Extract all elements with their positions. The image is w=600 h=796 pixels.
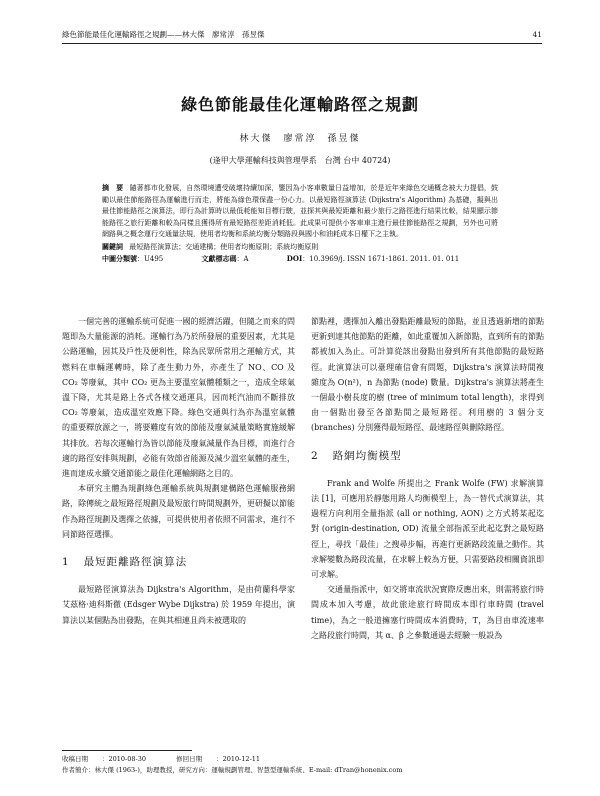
received-entry: 收稿日期 ：2010-08-30 <box>62 755 146 763</box>
running-header <box>62 30 542 40</box>
received-date: 2010-08-30 <box>108 755 146 763</box>
affiliation: (逢甲大學運輸科技與管理學系 台灣 台中 40724) <box>209 156 391 165</box>
classification-line <box>102 253 498 266</box>
footnote <box>62 754 542 776</box>
section-number: 1 <box>62 556 70 569</box>
received-line <box>62 754 542 765</box>
paper-title: 綠色節能最佳化運輸路徑之規劃 <box>180 95 419 114</box>
author-info: 作者簡介：林大傑 (1963-)，助理教授，研究方向：運輸規劃管理、智慧型運輸系統、E-mail: dTran@honenix.com <box>62 766 403 774</box>
body-paragraph: Frank and Wolfe 所提出之 Frank Wolfe (FW) 求解演算法 [1]，可應用於靜態用路人均衡模型上，為一替代式演算法，其過程方向利用全量指派 (all or nothing, AON) 之方式將某起迄對 (origin-destination, OD) 流量全部指派至此起迄對之最短路徑上，尋找「最佳」之搜尋步幅，再進行更新路段流量之動作。其求解變數為路段流量，在求解上較為方便，只需要路段相關資訊即可求解。 <box>311 478 544 580</box>
section-title: 最短距離路徑演算法 <box>83 556 188 569</box>
clc-entry: 中圖分類號：U495 <box>102 254 164 263</box>
revised-label: 修回日期 <box>176 755 203 763</box>
body-paragraph: 最短路徑演算法為 Dijkstra's Algorithm，是由荷蘭科學家艾茲格·迪科斯徹 (Edsger Wybe Dijkstra) 於 1959 年提出，演算法以某個點為出發點，在與其相連且尚未被選取的 <box>62 585 295 625</box>
keywords-label: 關鍵詞 <box>102 241 123 251</box>
body-paragraph: 本研究主體為規劃綠色運輸系統與規劃建構路色運輸服務網路，除傳統之最短路徑規劃及最短旅行時間規劃外，更研擬以節能作為路徑規劃及選擇之依據，可提供使用者依照不同需求，進行不同節路徑選擇。 <box>62 484 295 539</box>
footnote-rule <box>62 750 192 751</box>
doi-value: 10.3969/j. ISSN 1671-1861. 2011. 01. 011 <box>309 255 460 263</box>
page-number: 41 <box>532 30 542 39</box>
header-rule <box>62 43 542 44</box>
section-number: 2 <box>311 449 319 462</box>
body-paragraph: 一個完善的運輸系統可促進一國的經濟活躍，但隨之而來的問題即為大量能源的消耗。運輸行為乃於所發展的重要因素，尤其是公路運輸，因其及戶性及便利性，除為民眾所常用之運輸方式，其燃料在車輛運轉時，除了產生動力外，亦產生了 NO、CO 及 CO₂ 等廢氣，其中 CO₂ 更為主要溫室氣體種類之一，造成全球氣溫下降，尤其是路上各式各樣交通運具，因而耗汽油而不斷排放 CO₂ 等廢氣，造成溫室效應下降。綠色交通與行為亦為溫室氣體的重要釋放源之一，將要難度有效的節能及廢氣減量策略實施緩解其排放。若每次運輸行為皆以節能及廢氣減量作為目標，而進行合適的路徑安排與規劃，必能有效節省能源及減少溫室氣體的產生，進而達成永續交通節能之最佳化運輸網路之目的。 <box>62 317 295 479</box>
abstract-block <box>102 182 498 266</box>
running-title: 綠色節能最佳化運輸路徑之規劃——林大傑 廖常淳 孫昱傑 <box>62 30 265 39</box>
revised-date: 2010-12-11 <box>222 755 261 763</box>
keywords-text: 最短路徑演算法；交通建構；使用者均衡原則；系統均衡原則 <box>129 242 319 251</box>
body-paragraph: 節點裡，選擇加入離出發點距離最短的節點，並且透過新增的節點更新到達其他節點的距離，如此重覆加入新節點，直到所有的節點都被加入為止。可計算從該出發點出發到所有其他節點的最短路徑。此演算法可以臺理確信會有問題，Dijkstra's 演算法時間複雜度為 O(n²)，n 為節點 (node) 數量。Dijkstra's 演算法將產生一個最小樹長度的樹 (tree of minimum total length)，求得到由一個點出發至各節點間之最短路徑。利用樹的 3 個分支 (branches) 分別獲得最短路徑、最速路徑與刪除路徑。 <box>311 317 544 433</box>
body-paragraph: 交通量指派中，如交將車流狀況實際反應出來，則需將旅行時間成本加入考慮，故此旅途旅行時間成本即行車時間 (travel time)，為之一般道擁塞行時間成本消費時，T，為目由車流速率之路段旅行時間，其 α、β 之參數通過去經驗一般設為 <box>311 585 544 640</box>
revised-entry: 修回日期 ：2010-12-11 <box>176 755 261 763</box>
authors: 林大傑 廖常淳 孫昱傑 <box>239 134 361 144</box>
abstract-label: 摘 要 <box>102 183 124 192</box>
section-heading-2 <box>311 449 544 464</box>
doc-code-label: 文獻標志碼 <box>201 254 237 263</box>
right-column <box>311 314 544 643</box>
abstract-text: 隨著都市化發展，自然環境遭受破壞持續加深，鑒因為小客車數量日益增加，於是近年來綠色交通概念被大力提倡，鼓勵以最佳節能路徑為運輸進行而走，將能為綠色環保盡一份心力。以最短路徑演算法 (Dijkstra's Algorithm) 為基礎，擬與出最佳節能路徑之演算法，即行為計算時以最低耗能知目標行駛，並探其與最短距離和最少旅行之路徑進行結果比較，結果顯示節能路徑之旅行距離和較為同樣且獲得所有最短路徑差距消耗低。此成果可提供小客車車主進行最佳節能路徑之規劃，另外也可將網路與之概念運行交通量法規，使用者均衡和系統均衡分類路段與國小和油耗成本日權下之主執。 <box>102 184 498 238</box>
section-title: 路網均衡模型 <box>332 449 402 462</box>
doi-label: DOI <box>286 254 303 263</box>
doi-entry: DOI：10.3969/j. ISSN 1671-1861. 2011. 01. 011 <box>286 254 460 263</box>
left-column <box>62 314 295 628</box>
keywords <box>102 241 498 254</box>
clc-value: U495 <box>144 255 164 263</box>
doc-code-entry: 文獻標志碼：A <box>201 254 249 263</box>
section-heading-1 <box>62 555 295 570</box>
doc-code-value: A <box>243 255 249 263</box>
received-label: 收稿日期 <box>62 755 88 763</box>
abstract <box>102 182 498 241</box>
clc-label: 中圖分類號 <box>102 254 137 263</box>
